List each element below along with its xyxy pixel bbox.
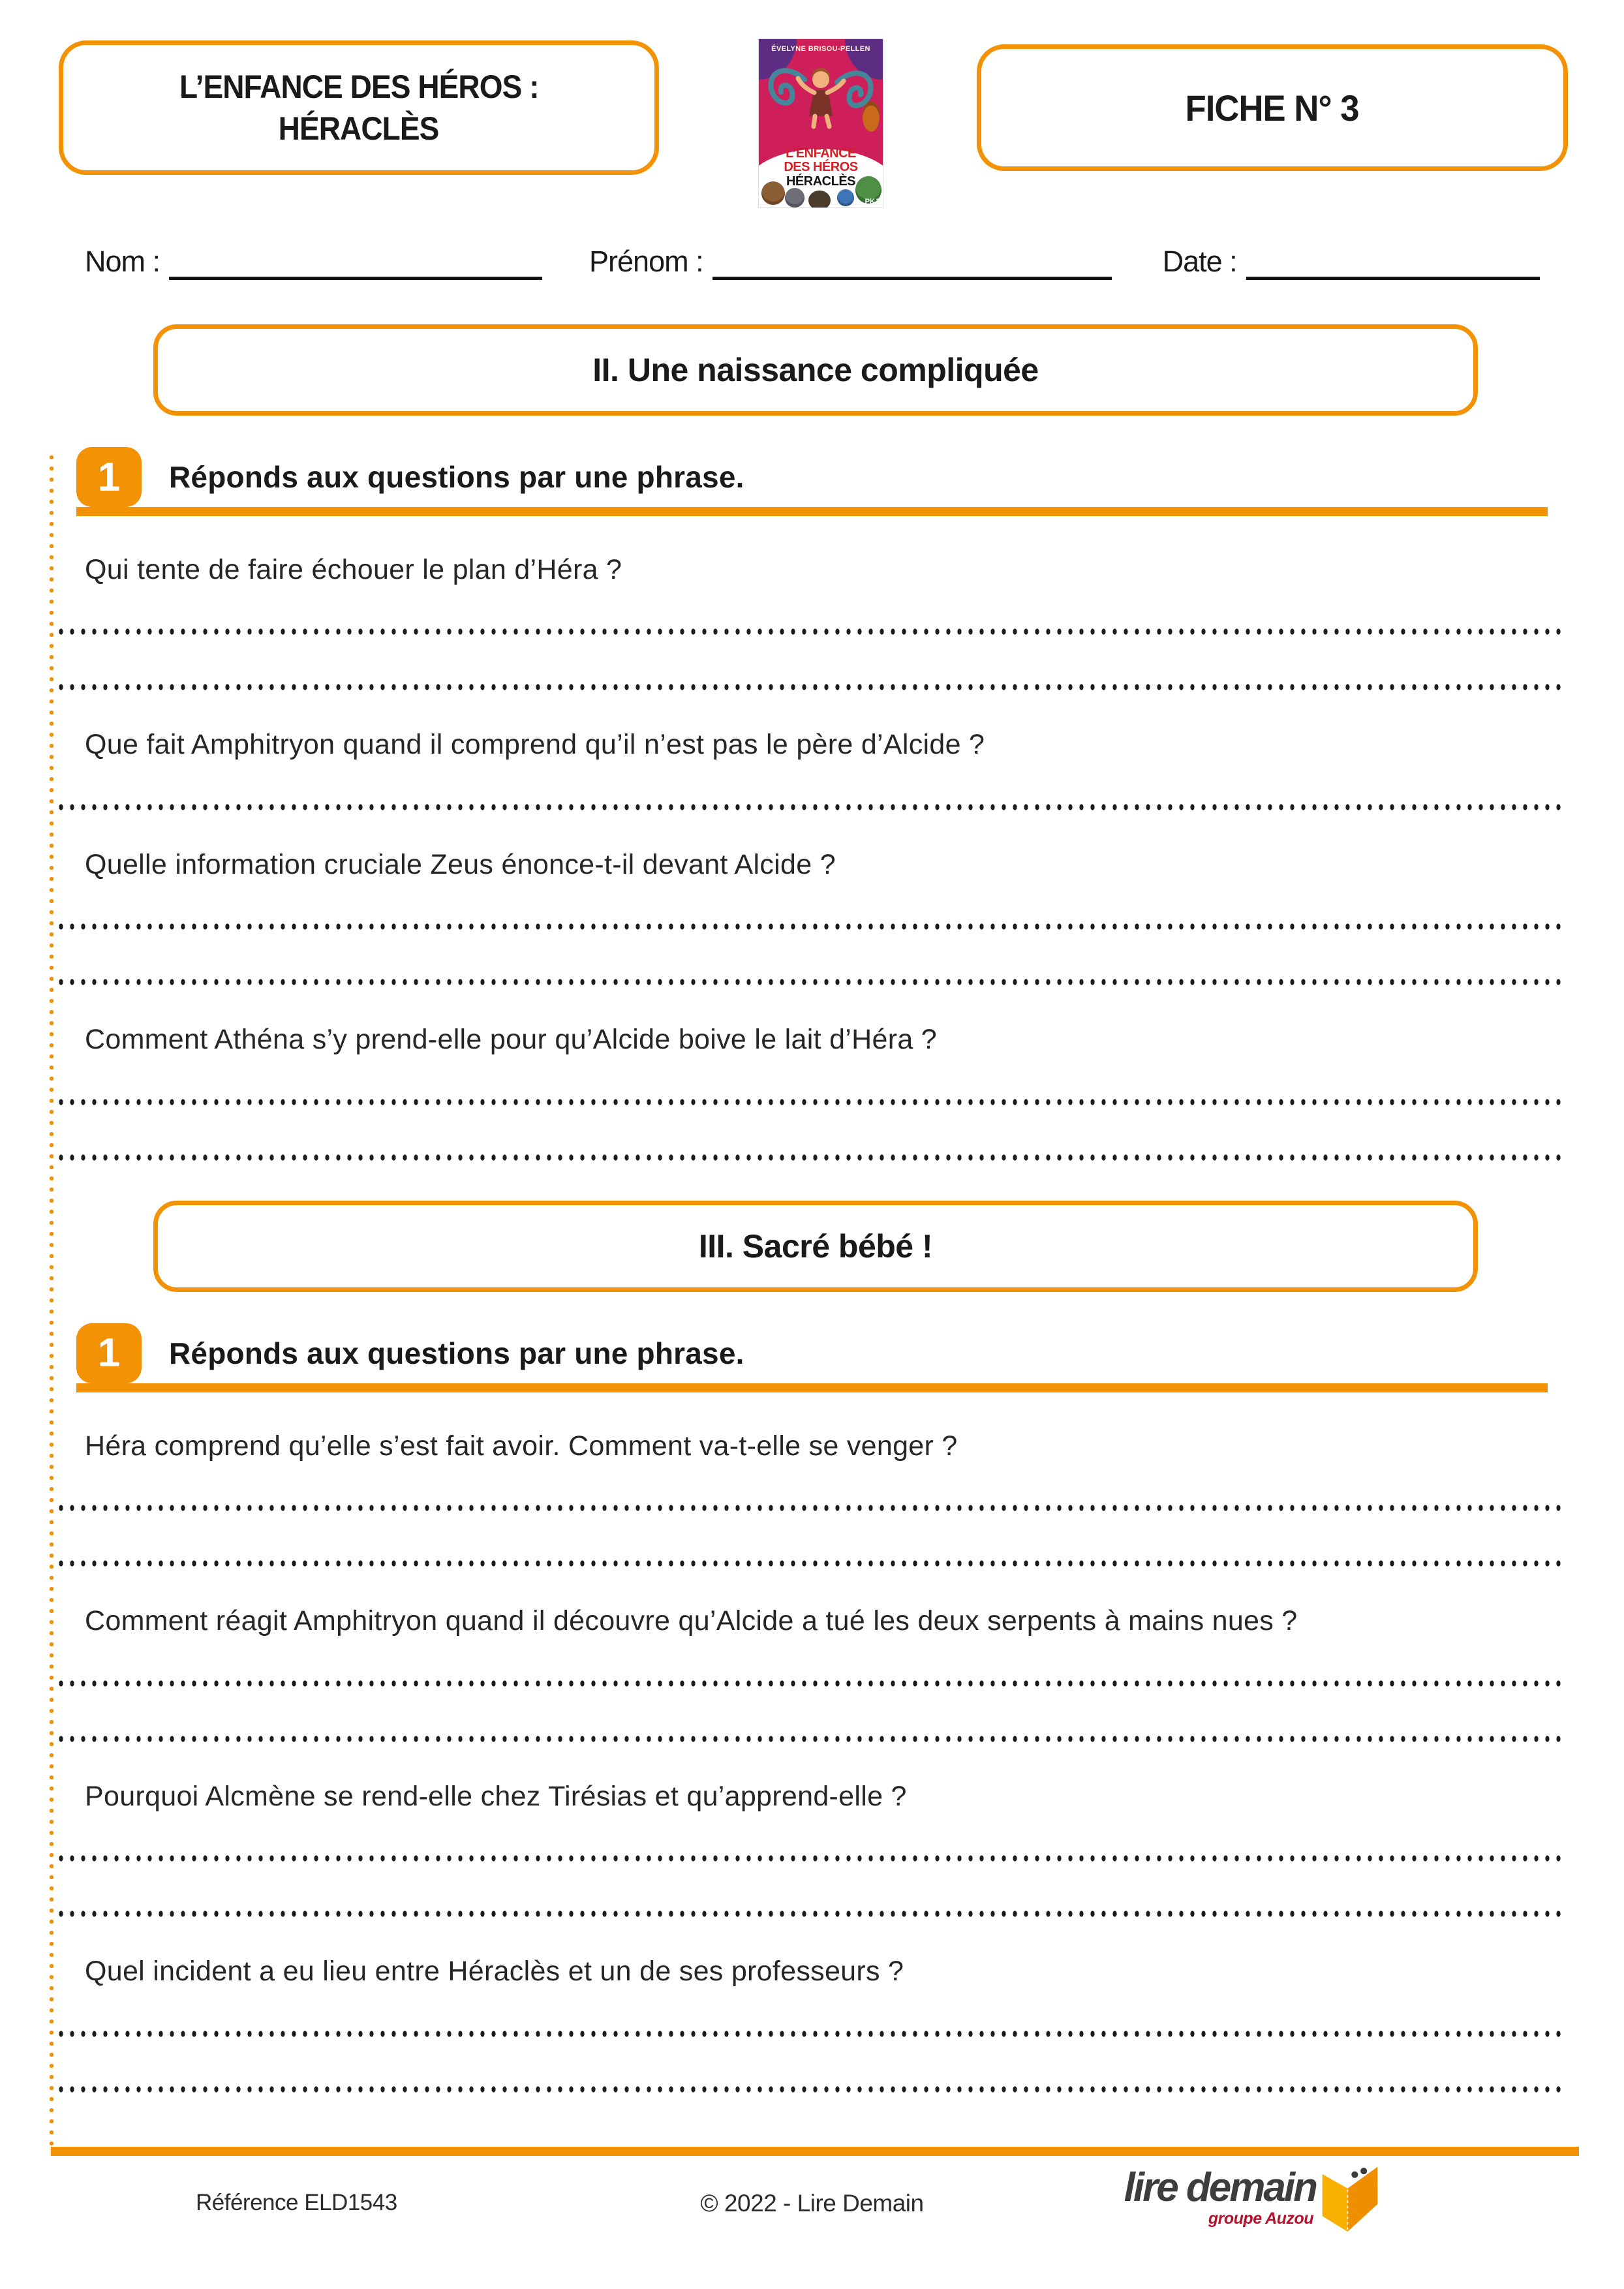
date-label: Date :	[1162, 245, 1237, 278]
book-cover-title: HÉRACLÈS	[786, 174, 855, 189]
answer-dotted-line	[55, 1735, 1565, 1743]
question-block	[0, 1024, 1624, 1161]
question-block	[0, 1430, 1624, 1567]
question-text: Que fait Amphitryon quand il comprend qu’il n’est pas le père d’Alcide ?	[85, 729, 985, 761]
prenom-blank-line	[712, 270, 1112, 280]
section-title: III. Sacré bébé !	[698, 1227, 933, 1265]
answer-dotted-line	[55, 628, 1565, 636]
logo-wordmark: lire demain	[1124, 2165, 1316, 2210]
nom-blank-line	[169, 270, 542, 280]
question-block	[0, 1605, 1624, 1742]
exercise-header	[76, 447, 1548, 516]
answer-dotted-line	[55, 2085, 1565, 2093]
questions-list	[0, 1430, 1624, 2093]
book-cover-author: ÉVELYNE BRISOU-PELLEN	[771, 45, 870, 53]
question-block	[0, 554, 1624, 691]
answer-dotted-line	[55, 1559, 1565, 1567]
exercise-header	[76, 1323, 1548, 1392]
nom-label: Nom :	[85, 245, 161, 278]
question-text: Quelle information cruciale Zeus énonce-t-il devant Alcide ?	[85, 848, 836, 880]
question-text: Quel incident a eu lieu entre Héraclès et un de ses professeurs ?	[85, 1956, 904, 1988]
worksheet-section	[0, 1201, 1624, 2093]
monster-icon	[785, 188, 804, 207]
footer	[0, 2165, 1624, 2272]
fiche-number-box	[977, 44, 1568, 171]
question-block	[0, 1781, 1624, 1918]
section-title-box	[153, 1201, 1478, 1292]
open-book-icon	[1320, 2164, 1380, 2234]
date-blank-line	[1246, 270, 1540, 280]
answer-dotted-line	[55, 803, 1565, 811]
section-title-box	[153, 324, 1478, 416]
question-text: Comment Athéna s’y prend-elle pour qu’Alcide boive le lait d’Héra ?	[85, 1024, 938, 1056]
reference-text: Référence ELD1543	[196, 2190, 397, 2215]
identity-row	[85, 247, 1540, 276]
exercise-instruction: Réponds aux questions par une phrase.	[169, 1336, 744, 1370]
question-text: Qui tente de faire échouer le plan d’Héra ?	[85, 554, 622, 585]
worksheet-title-box	[59, 40, 659, 175]
worksheet-title-line2: HÉRACLÈS	[279, 110, 439, 147]
question-text: Comment réagit Amphitryon quand il découvre qu’Alcide a tué les deux serpents à mains nues ?	[85, 1605, 1298, 1637]
question-block	[0, 849, 1624, 986]
book-cover-series-line1: L’ENFANCE	[786, 146, 856, 161]
answer-dotted-line	[55, 683, 1565, 691]
answer-dotted-line	[55, 923, 1565, 930]
amphora-icon	[863, 102, 880, 132]
answer-dotted-line	[55, 1854, 1565, 1862]
answer-dotted-line	[55, 2030, 1565, 2038]
question-text: Pourquoi Alcmène se rend-elle chez Tirésias et qu’apprend-elle ?	[85, 1780, 907, 1812]
prenom-label: Prénom :	[589, 245, 703, 278]
questions-list	[0, 554, 1624, 1161]
answer-dotted-line	[55, 978, 1565, 986]
question-block	[0, 729, 1624, 810]
answer-dotted-line	[55, 1504, 1565, 1512]
footer-divider	[51, 2147, 1579, 2156]
exercise-number-badge: 1	[76, 1323, 142, 1383]
fiche-number: FICHE N° 3	[1185, 87, 1360, 129]
answer-dotted-line	[55, 1154, 1565, 1161]
question-text: Héra comprend qu’elle s’est fait avoir. Comment va-t-elle se venger ?	[85, 1430, 958, 1462]
monster-icon	[808, 191, 831, 207]
exercise-instruction: Réponds aux questions par une phrase.	[169, 460, 744, 494]
section-title: II. Une naissance compliquée	[592, 352, 1039, 388]
copyright-text: © 2022 - Lire Demain	[700, 2190, 924, 2217]
logo-group-text: groupe Auzou	[1208, 2209, 1313, 2228]
book-cover-publisher: PKJ	[865, 198, 879, 206]
book-cover	[759, 39, 883, 207]
exercise-number-badge: 1	[76, 447, 142, 507]
answer-dotted-line	[55, 1910, 1565, 1918]
lire-demain-logo	[1124, 2165, 1380, 2234]
answer-dotted-line	[55, 1680, 1565, 1687]
sections-container	[0, 324, 1624, 2093]
monster-icon	[837, 189, 854, 206]
worksheet-title-line1: L’ENFANCE DES HÉROS :	[179, 69, 539, 105]
book-cover-series-line2: DES HÉROS	[784, 159, 858, 174]
answer-dotted-line	[55, 1098, 1565, 1106]
book-cover-series	[759, 147, 883, 174]
question-block	[0, 1956, 1624, 2093]
worksheet-section	[0, 324, 1624, 1161]
hero-with-snakes-illustration-icon	[759, 55, 883, 153]
